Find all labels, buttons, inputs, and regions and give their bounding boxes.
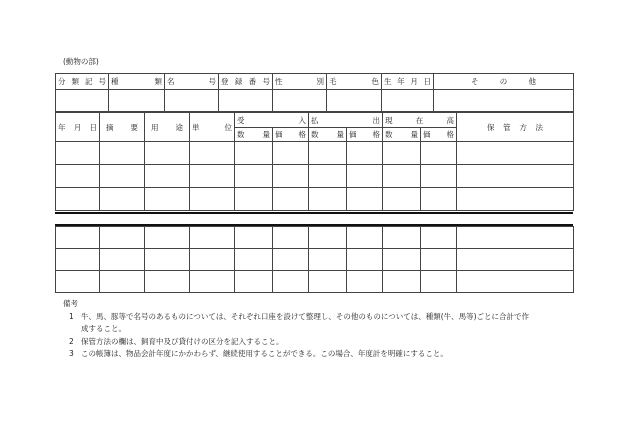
- header-char: 種: [111, 77, 119, 86]
- header-char: 払: [311, 115, 319, 125]
- ledger-cell[interactable]: [100, 142, 145, 165]
- header-receipt: [235, 113, 309, 128]
- ledger-cell[interactable]: [273, 142, 309, 165]
- header-char: 入: [298, 115, 306, 125]
- header-qty: [235, 128, 273, 142]
- ledger-cell[interactable]: [457, 271, 574, 293]
- header-char: 用: [151, 122, 159, 132]
- note-item: [63, 348, 529, 361]
- header-balance: [383, 113, 457, 128]
- note-number: 2: [69, 336, 74, 346]
- header-char: 保: [487, 122, 495, 132]
- ledger-body-upper: [56, 142, 574, 211]
- continuation-divider-top: [55, 212, 573, 214]
- header-char: 量: [336, 130, 344, 139]
- ledger-cell[interactable]: [273, 165, 309, 188]
- header-char: 方: [519, 122, 527, 132]
- entry-cell[interactable]: [273, 90, 327, 112]
- ledger-cell[interactable]: [273, 227, 309, 249]
- ledger-cell[interactable]: [383, 142, 421, 165]
- ledger-cell[interactable]: [383, 227, 421, 249]
- ledger-cell[interactable]: [421, 165, 457, 188]
- header-qty: [309, 128, 347, 142]
- ledger-cell[interactable]: [235, 142, 273, 165]
- note-item: [63, 311, 529, 324]
- header-char: の: [499, 77, 508, 86]
- ledger-cell[interactable]: [190, 271, 235, 293]
- ledger-cell[interactable]: [457, 249, 574, 271]
- ledger-cell[interactable]: [145, 188, 190, 211]
- identity-header-row: [56, 74, 574, 90]
- ledger-cell[interactable]: [347, 271, 383, 293]
- ledger-row: [56, 271, 574, 293]
- notes-list: [63, 311, 529, 361]
- ledger-cell[interactable]: [100, 227, 145, 249]
- header-price: [421, 128, 457, 142]
- ledger-cell[interactable]: [56, 142, 100, 165]
- ledger-row: [56, 249, 574, 271]
- ledger-cell[interactable]: [309, 188, 347, 211]
- entry-cell[interactable]: [109, 90, 165, 112]
- ledger-cell[interactable]: [457, 142, 574, 165]
- ledger-cell[interactable]: [56, 227, 100, 249]
- ledger-cell[interactable]: [421, 249, 457, 271]
- header-char: 数: [385, 130, 393, 139]
- header-char: 名: [167, 77, 175, 86]
- ledger-cell[interactable]: [145, 249, 190, 271]
- header-unit: [190, 113, 235, 142]
- ledger-cell[interactable]: [273, 188, 309, 211]
- header-coat: [327, 74, 382, 90]
- note-text: 牛、馬、豚等で名号のあるものについては、それぞれ口座を設けて整理し、その他のものについては、種類(牛、馬等)ごとに合計で作: [81, 311, 530, 321]
- header-kind: [109, 74, 165, 90]
- ledger-cell[interactable]: [309, 165, 347, 188]
- header-char: 出: [372, 115, 380, 125]
- ledger-cell[interactable]: [235, 227, 273, 249]
- header-char: 現: [385, 115, 393, 125]
- header-char: そ: [471, 77, 479, 86]
- note-number: 3: [69, 349, 74, 358]
- entry-cell[interactable]: [327, 90, 382, 112]
- ledger-cell[interactable]: [383, 188, 421, 211]
- header-char: 管: [503, 122, 511, 132]
- entry-cell[interactable]: [165, 90, 219, 112]
- header-char: 日: [89, 122, 97, 132]
- header-char: 年: [58, 122, 66, 132]
- ledger-cell[interactable]: [347, 142, 383, 165]
- ledger-cell[interactable]: [145, 271, 190, 293]
- ledger-cell[interactable]: [347, 188, 383, 211]
- ledger-cell[interactable]: [421, 188, 457, 211]
- header-char: 数: [237, 130, 245, 139]
- ledger-cell[interactable]: [421, 227, 457, 249]
- ledger-cell[interactable]: [347, 249, 383, 271]
- header-char: 途: [175, 122, 183, 132]
- ledger-cell[interactable]: [457, 165, 574, 188]
- header-char: 量: [410, 130, 418, 139]
- notes-section: [63, 298, 529, 361]
- header-char: 受: [237, 115, 245, 125]
- header-char: 登: [221, 77, 229, 86]
- ledger-cell[interactable]: [145, 227, 190, 249]
- ledger-cell[interactable]: [235, 249, 273, 271]
- entry-cell[interactable]: [382, 90, 434, 112]
- ledger-cell[interactable]: [100, 188, 145, 211]
- header-dob: [382, 74, 434, 90]
- ledger-cell[interactable]: [235, 271, 273, 293]
- ledger-cell[interactable]: [56, 249, 100, 271]
- header-summary: [100, 113, 145, 142]
- header-sex: [273, 74, 327, 90]
- ledger-cell[interactable]: [273, 271, 309, 293]
- ledger-cell[interactable]: [347, 165, 383, 188]
- header-char: 記: [85, 77, 93, 86]
- header-char: 生: [384, 77, 392, 86]
- header-char: 類: [71, 77, 79, 86]
- header-char: 色: [371, 77, 379, 86]
- ledger-cell[interactable]: [457, 188, 574, 211]
- header-char: 高: [446, 115, 454, 125]
- header-char: 価: [423, 130, 431, 139]
- note-item: [63, 336, 529, 349]
- identity-entry-row: [56, 90, 574, 112]
- header-use: [145, 113, 190, 142]
- header-char: 位: [224, 122, 232, 132]
- ledger-cell[interactable]: [273, 249, 309, 271]
- header-char: 格: [298, 130, 306, 139]
- ledger-cell[interactable]: [100, 271, 145, 293]
- ledger-cell[interactable]: [190, 165, 235, 188]
- header-char: 格: [446, 130, 454, 139]
- header-price: [273, 128, 309, 142]
- ledger-table: [55, 112, 574, 211]
- header-qty: [383, 128, 421, 142]
- header-char: 号: [262, 77, 270, 86]
- ledger-cell[interactable]: [56, 271, 100, 293]
- header-char: 摘: [106, 122, 114, 132]
- header-char: 日: [423, 77, 431, 86]
- ledger-cell[interactable]: [309, 142, 347, 165]
- header-char: 月: [73, 122, 82, 132]
- note-number: 1: [69, 311, 74, 321]
- header-char: 価: [275, 130, 283, 139]
- header-char: 別: [316, 77, 324, 86]
- header-char: 号: [208, 77, 216, 86]
- ledger-cell[interactable]: [421, 271, 457, 293]
- header-char: 毛: [329, 77, 337, 86]
- header-char: 分: [58, 77, 66, 86]
- header-name: [165, 74, 219, 90]
- header-class-code: [56, 74, 109, 90]
- ledger-header-row-1: [56, 113, 574, 128]
- ledger-cell[interactable]: [190, 188, 235, 211]
- header-char: 格: [372, 130, 380, 139]
- ledger-cell[interactable]: [309, 271, 347, 293]
- header-storage: [457, 113, 574, 142]
- entry-cell[interactable]: [434, 90, 574, 112]
- ledger-cell[interactable]: [56, 188, 100, 211]
- ledger-cell[interactable]: [309, 227, 347, 249]
- ledger-cell[interactable]: [235, 165, 273, 188]
- ledger-row: [56, 142, 574, 165]
- ledger-cell[interactable]: [421, 142, 457, 165]
- ledger-cell[interactable]: [235, 188, 273, 211]
- header-char: 要: [130, 122, 138, 132]
- header-char: 番: [248, 77, 257, 86]
- header-char: 類: [154, 77, 162, 86]
- ledger-row: [56, 188, 574, 211]
- note-text: 保管方法の欄は、飼育中及び貸付けの区分を記入すること。: [81, 336, 284, 346]
- ledger-cell[interactable]: [347, 227, 383, 249]
- header-char: 量: [262, 130, 270, 139]
- header-char: 性: [275, 77, 283, 86]
- entry-cell[interactable]: [219, 90, 273, 112]
- entry-cell[interactable]: [56, 90, 109, 112]
- note-continuation: 成すること。: [81, 324, 126, 333]
- ledger-cell[interactable]: [100, 165, 145, 188]
- header-char: 号: [98, 77, 106, 86]
- ledger-cell[interactable]: [56, 165, 100, 188]
- header-char: 年: [397, 77, 405, 86]
- ledger-cell[interactable]: [190, 227, 235, 249]
- page-label: (動物の部): [63, 57, 99, 66]
- header-char: 数: [311, 130, 319, 139]
- ledger-cell[interactable]: [383, 249, 421, 271]
- header-reg-no: [219, 74, 273, 90]
- ledger-cell[interactable]: [145, 142, 190, 165]
- ledger-cell[interactable]: [145, 165, 190, 188]
- header-char: 他: [528, 77, 536, 86]
- header-char: 価: [349, 130, 357, 139]
- header-char: 在: [415, 115, 424, 125]
- ledger-body-lower: [56, 227, 574, 293]
- ledger-cell[interactable]: [457, 227, 574, 249]
- identity-table: [55, 73, 574, 112]
- header-payout: [309, 113, 383, 128]
- note-text: この帳簿は、物品会計年度にかかわらず、継続使用することができる。この場合、年度計を明確にすること。: [81, 349, 448, 358]
- header-char: 法: [535, 122, 543, 132]
- ledger-cell[interactable]: [383, 165, 421, 188]
- ledger-cell[interactable]: [190, 142, 235, 165]
- ledger-table-continued: [55, 226, 574, 293]
- notes-title: 備考: [63, 299, 78, 308]
- header-price: [347, 128, 383, 142]
- ledger-cell[interactable]: [100, 249, 145, 271]
- ledger-cell[interactable]: [190, 249, 235, 271]
- header-other: [434, 74, 574, 90]
- header-date: [56, 113, 100, 142]
- header-char: 単: [192, 122, 200, 132]
- ledger-cell[interactable]: [383, 271, 421, 293]
- ledger-row: [56, 227, 574, 249]
- header-char: 月: [410, 77, 418, 86]
- ledger-row: [56, 165, 574, 188]
- ledger-cell[interactable]: [309, 249, 347, 271]
- header-char: 録: [234, 77, 243, 86]
